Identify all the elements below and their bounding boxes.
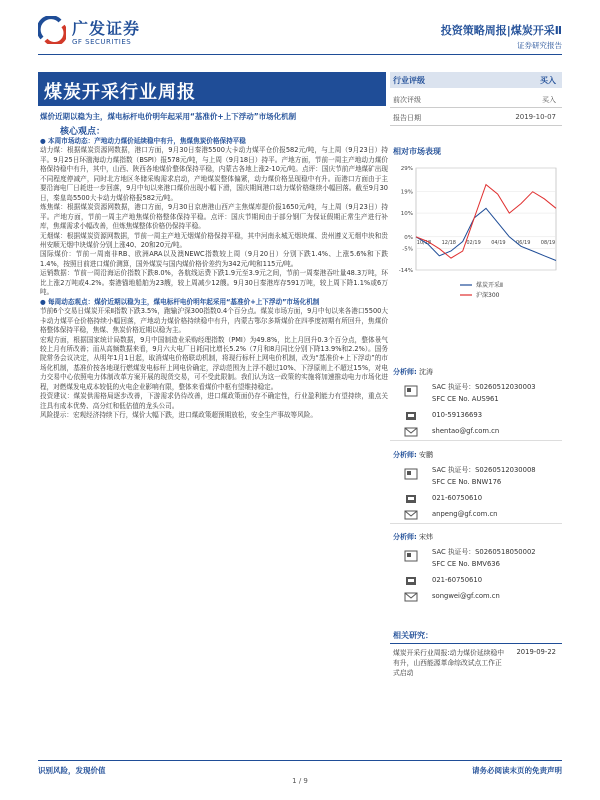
analyst-email[interactable]: songwei@gf.com.cn	[432, 592, 500, 600]
y-tick-label: 0%	[404, 234, 413, 241]
rating-row-label: 前次评级	[393, 96, 421, 104]
body-paragraph: 动力煤：根据煤炭资源网数据，港口方面，9月30日秦港5500大卡动力煤平仓价报582元/吨，与上周（9月23日）持平。9月25日环渤海动力煤指数（BSPI）报578元/吨，与上周（9月18日）持平。产地方面，节前一周主产地动力煤价格保持稳中有升，其中，山西、陕西各地煤价整体保持平稳，内蒙古各地上涨2-10元/吨。点评：国庆节前产地煤矿出现不同程度停减产，同时北方地区冬储采购需求启动，产地煤炭整体偏紧，动力煤价格呈现稳中有升。而港口方面由于主要沿海电厂日耗进一步回落，9月中旬以来港口煤价出现小幅下滑，国庆期间港口动力煤价格继续小幅回落。截至9月30日，秦皇岛5500大卡动力煤价格报582元/吨。	[40, 146, 388, 202]
footer-disclaimer: 请务必阅读末页的免责声明	[472, 766, 562, 775]
core-view-title: 核心观点：	[60, 127, 106, 137]
report-type: 投资策略周报|煤炭开采Ⅱ	[440, 24, 562, 37]
analyst-role: 分析师:	[393, 533, 417, 541]
legend-label: 煤炭开采Ⅱ	[476, 282, 503, 289]
footer-divider	[38, 760, 562, 761]
x-tick-label: 04/19	[491, 239, 506, 246]
rating-row-value: 2019-10-07	[515, 113, 556, 121]
body-text	[40, 137, 388, 755]
analyst-name-row	[393, 367, 433, 377]
gf-logo	[38, 14, 178, 54]
analyst-phone[interactable]: 021-60750610	[432, 494, 483, 502]
rating-header	[390, 72, 562, 88]
gf-logo-mark-icon	[38, 16, 66, 44]
relative-performance-chart	[390, 160, 562, 310]
page-title: 煤炭开采行业周报	[44, 82, 196, 103]
y-tick-label: 10%	[400, 211, 413, 218]
phone-icon	[404, 410, 418, 422]
logo-text-en: GF SECURITIES	[72, 38, 132, 46]
related-item-link[interactable]: 煤炭开采行业周报:动力煤价延续稳中有升，山西能源革命综改试点工作正式启动	[393, 649, 505, 677]
id-card-icon	[404, 550, 418, 562]
analyst-role: 分析师:	[393, 368, 417, 376]
analyst-phone[interactable]: 010-59136693	[432, 411, 483, 419]
body-paragraph: 运销数据：节前一周沿海运价指数下跌8.0%，各航线运费下跌1.9元至3.9元之间，节前一周秦港吞吐量48.3万吨，环比上涨2万吨或4.2%。秦港锚地船舶为23艘，较上周减少12艘。9月30日秦港库存591万吨，较上周下降1.1%或6万吨。	[40, 269, 388, 297]
analyst-sac: SAC 执证号：S0260512030003	[432, 383, 536, 391]
body-paragraph: ● 每周动态观点：煤价近期以稳为主，煤电标杆电价明年起采用“基准价+上下浮动”市场化机制	[40, 297, 320, 306]
analyst-name-row	[393, 532, 433, 542]
body-paragraph: 炼焦煤：根据煤炭资源网数据，港口方面，9月30日京唐港山西产主焦煤库提价报1650元/吨，与上周（9月23日）持平。产地方面，节前一周主产地焦煤价格整体保持平稳。点评：国庆节期间由于部分钢厂为保证假期正常生产进行补库，焦煤需求小幅改善，但炼焦煤整体价格仍保持平稳。	[40, 203, 388, 231]
email-icon	[404, 426, 418, 438]
analyst-name: 宋炜	[419, 533, 434, 541]
body-paragraph: 节前6个交易日煤炭开采Ⅱ指数下跌3.5%，跑输沪深300指数0.4个百分点。煤炭市场方面，9月中旬以来各港口5500大卡动力煤平仓价格持续小幅回落，产地动力煤价格持续稳中有升，内蒙古鄂尔多斯煤价在四季度初期有所回升，焦煤价格整体保持平稳，焦煤、焦炭价格近期以稳为主。	[40, 307, 388, 335]
related-divider	[390, 643, 562, 644]
page-header	[0, 0, 600, 64]
related-item-date: 2019-09-22	[516, 648, 556, 656]
analyst-name-row	[393, 450, 433, 460]
analyst-role: 分析师:	[393, 451, 417, 459]
rating-row	[390, 110, 562, 124]
analyst-name: 安鹏	[419, 451, 434, 459]
analyst-sfc: SFC CE No. BNW176	[432, 478, 502, 486]
analyst-divider	[390, 523, 562, 524]
x-tick-label: 08/19	[540, 239, 556, 246]
rating-divider	[390, 125, 562, 126]
analyst-name: 沈涛	[419, 368, 434, 376]
x-tick-label: 10/18	[416, 239, 432, 246]
series-line-1	[416, 185, 556, 259]
rating-row-label: 报告日期	[393, 114, 421, 122]
analyst-email[interactable]: anpeng@gf.com.cn	[432, 510, 498, 518]
body-paragraph: 宏观方面，根据国家统计局数据，9月中国制造业采购经理指数（PMI）为49.8%，比上月回升0.3个百分点，整体景气较上月有所改善；而从高频数据来看，9月六大电厂日耗同比增长5.2%（7月和8月同比分别下降13.9%和2.2%）。国务院常务会议决定，从明年1月1日起，取消煤电价格联动机制，将现行标杆上网电价机制，改为“基准价+上下浮动”的市场化机制，基准价按各地现行燃煤发电标杆上网电价确定，浮动范围为上浮不超过10%、下浮原则上不超过15%，对电力交易中心依照电力体制改革方案开展的现货交易，可不受此限制。我们认为这一政策的实施将加速推动电力市场化进程，对燃煤发电成本较低的火电企业影响有限，整体来看煤价中枢有望维持稳定。	[40, 335, 388, 391]
y-tick-label: -14%	[398, 268, 413, 274]
body-paragraph: 无烟煤：根据煤炭资源网数据，节前一周主产地无烟煤价格保持平稳，其中河南永城无烟块煤、贵州遵义无烟中块和贵州安顺无烟中块煤价分别上涨40、20和20元/吨。	[40, 231, 388, 249]
body-paragraph: 投资建议：煤炭供需格局逐步改善，下游需求仍待改善，进口煤政策面仍存不确定性，行业盈利能力有望持续，重点关注具有成本优势、高分红和低估值的龙头公司。	[40, 392, 388, 410]
analyst-sac: SAC 执证号：S0260512030008	[432, 466, 536, 474]
body-paragraph: 国际煤价：节前一周南非RB、欧洲ARA以及澳NEWC指数较上周（9月20日）分别下跌1.4%、上涨5.6%和下跌1.4%，按照目前进口煤价测算，国外煤炭与国内煤价格价差约为342元/吨和115元/吨。	[40, 250, 388, 268]
y-tick-label: 19%	[400, 189, 413, 196]
phone-icon	[404, 575, 418, 587]
y-tick-label: 29%	[400, 166, 413, 172]
analyst-sfc: SFC CE No. AUS961	[432, 395, 499, 403]
footer-slogan: 识别风险，发现价值	[38, 766, 106, 775]
page-subtitle: 煤价近期以稳为主，煤电标杆电价明年起采用“基准价+上下浮动”市场化机制	[40, 112, 297, 121]
legend-label: 沪深300	[476, 292, 500, 299]
title-banner	[38, 72, 386, 106]
series-line-0	[416, 208, 556, 260]
chart-frame	[416, 168, 556, 270]
rating-row-value: 买入	[542, 96, 556, 104]
phone-icon	[404, 493, 418, 505]
analyst-sfc: SFC CE No. BMV636	[432, 560, 500, 568]
rating-divider	[390, 107, 562, 108]
rating-value: 买入	[540, 76, 556, 85]
analyst-divider	[390, 440, 562, 441]
email-icon	[404, 509, 418, 521]
id-card-icon	[404, 385, 418, 397]
x-tick-label: 06/19	[515, 239, 531, 246]
x-tick-label: 02/19	[466, 239, 481, 246]
analyst-email[interactable]: shentao@gf.com.cn	[432, 427, 500, 435]
chart-title: 相对市场表现	[393, 147, 441, 156]
analyst-phone[interactable]: 021-60750610	[432, 576, 483, 584]
body-paragraph: ● 本周市场动态：产地动力煤价延续稳中有升，焦煤焦炭价格保持平稳	[40, 137, 246, 145]
logo-text-cn: 广发证券	[72, 19, 141, 38]
header-divider	[38, 54, 562, 55]
rating-label: 行业评级	[393, 76, 425, 85]
related-title: 相关研究：	[393, 631, 433, 640]
report-subtype: 证券研究报告	[517, 41, 562, 50]
x-tick-label: 12/18	[441, 239, 457, 246]
body-paragraph: 风险提示：宏观经济持续下行，煤价大幅下跌，进口煤政策超预期放松，安全生产事故等风险。	[40, 411, 317, 420]
rating-row	[390, 92, 562, 106]
id-card-icon	[404, 468, 418, 480]
analyst-sac: SAC 执证号：S0260518050002	[432, 548, 536, 556]
email-icon	[404, 591, 418, 603]
y-tick-label: -5%	[402, 246, 413, 253]
page-number: 1 / 9	[292, 777, 308, 785]
